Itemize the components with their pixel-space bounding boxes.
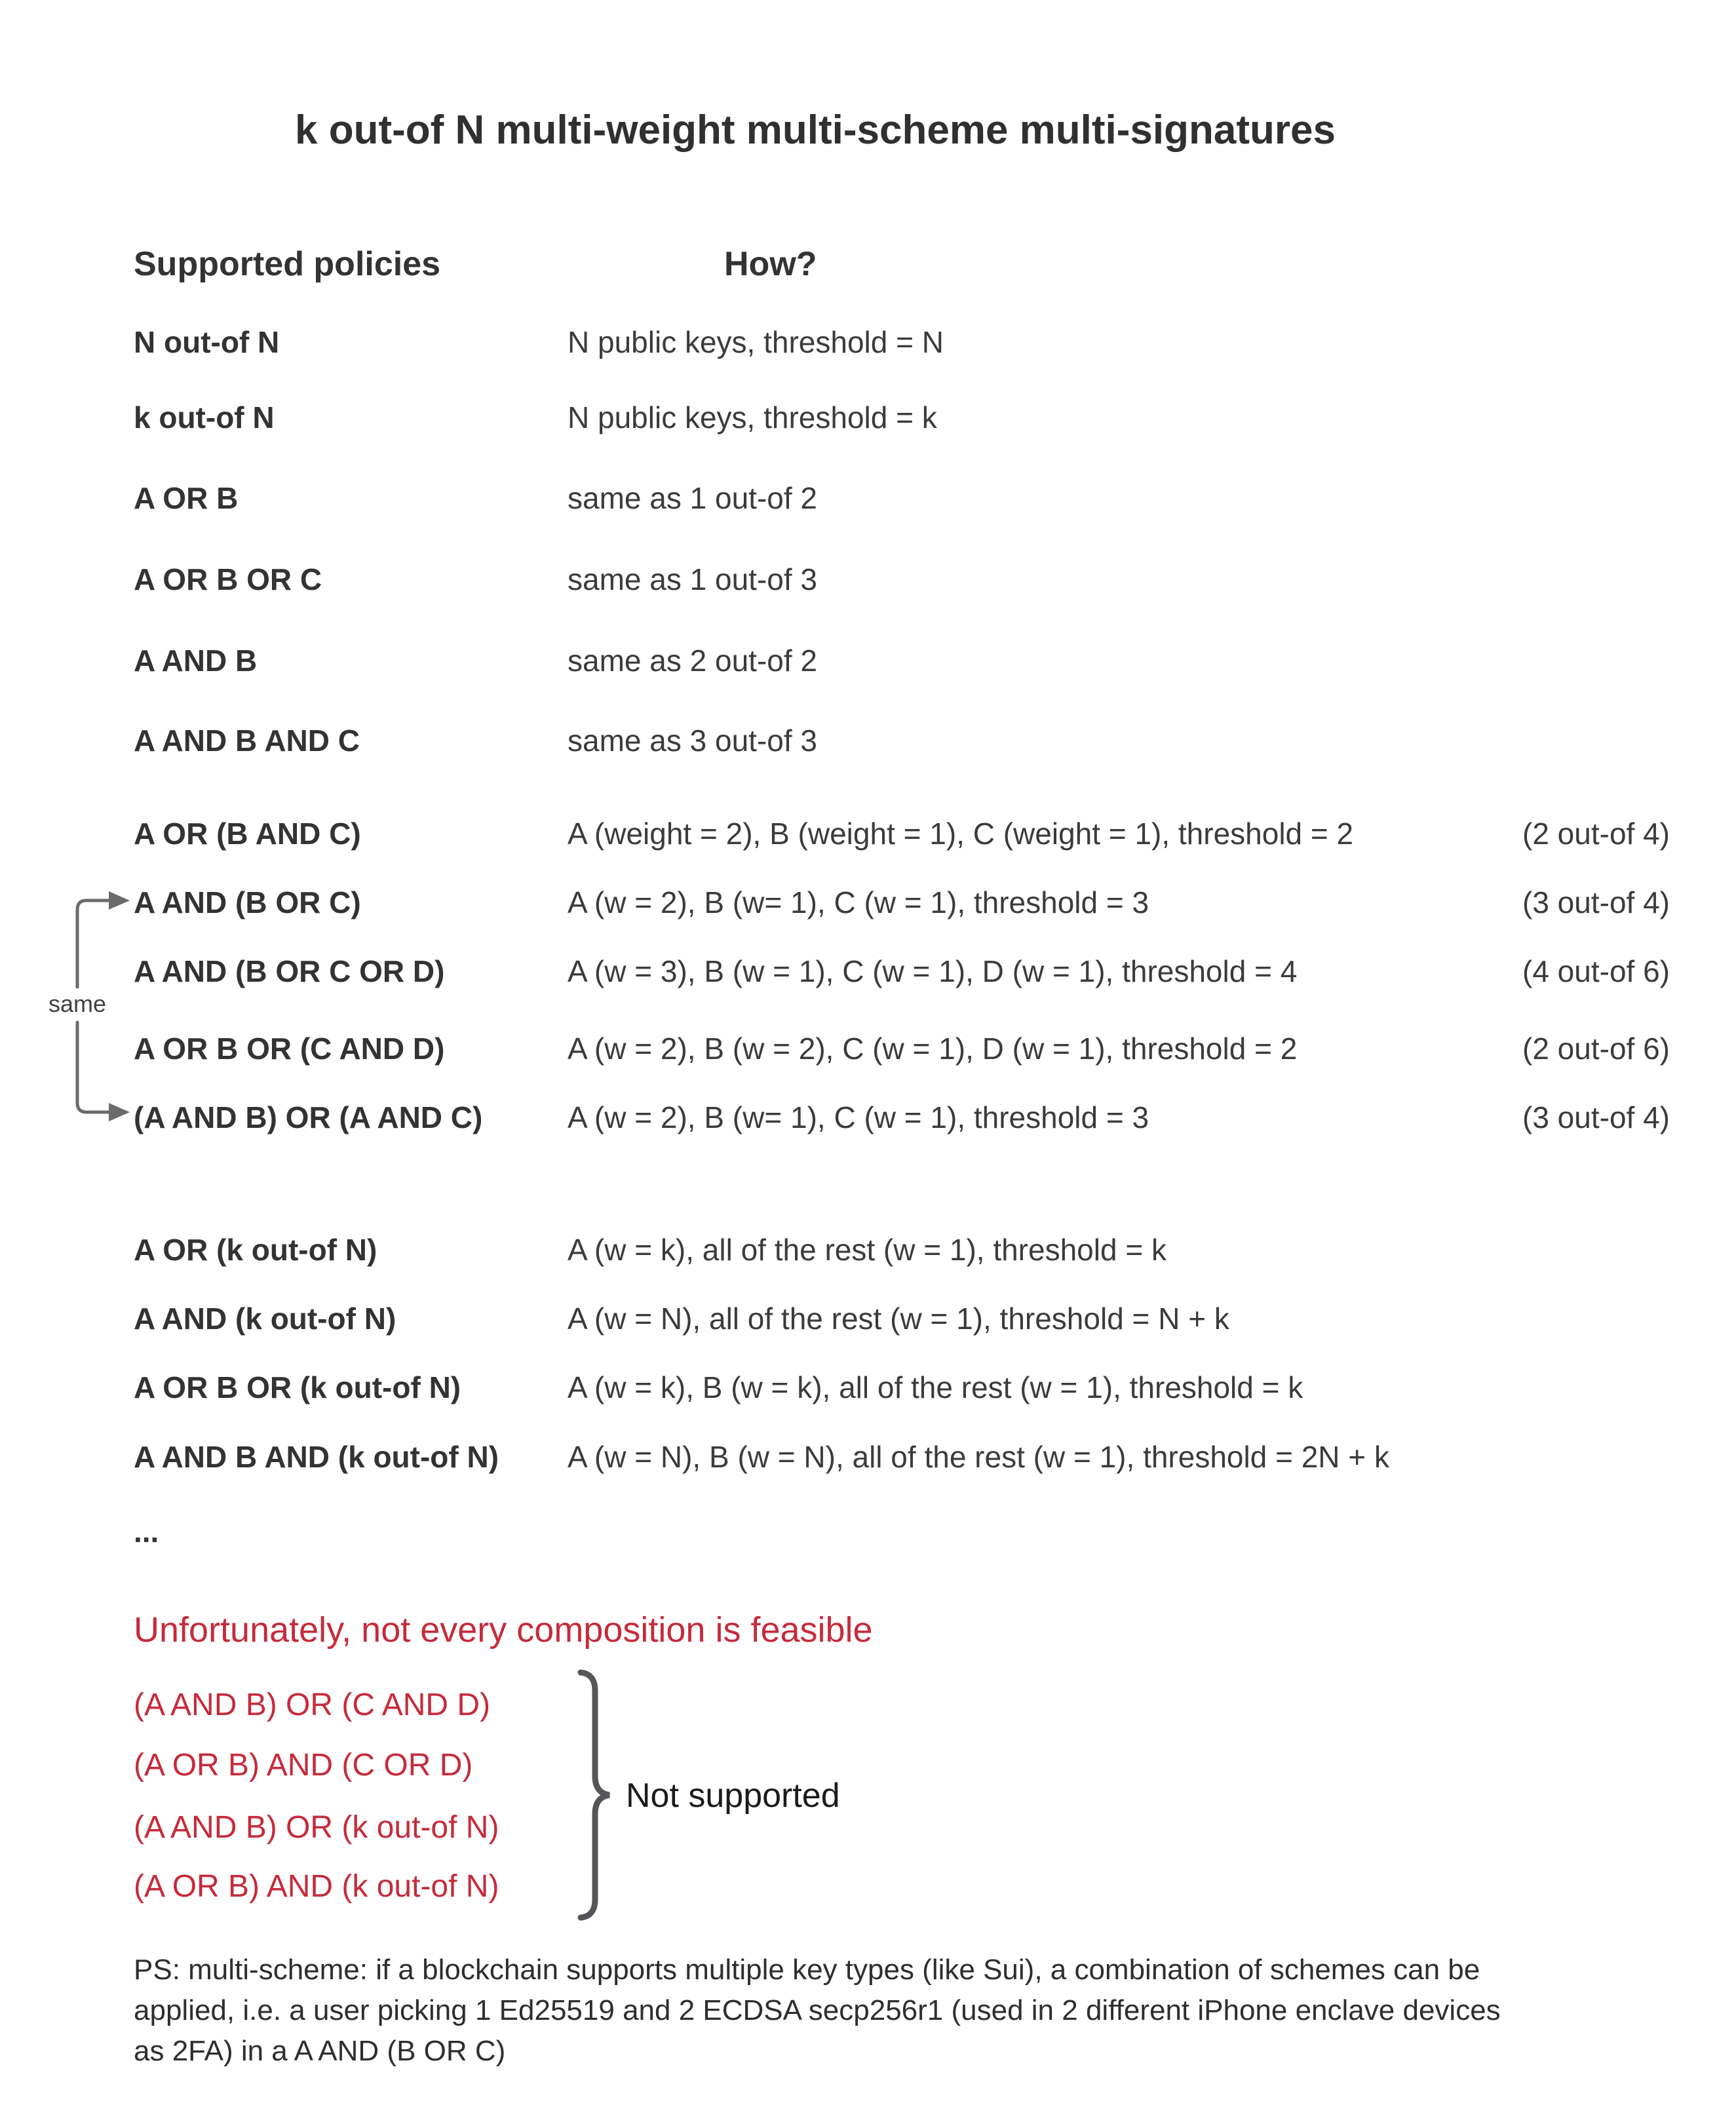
not-supported-label: Not supported: [626, 1777, 840, 1815]
policy-label: A AND B: [134, 644, 258, 678]
equivalence-note: (3 out-of 4): [1522, 885, 1670, 919]
equivalence-note: (4 out-of 6): [1522, 954, 1670, 988]
infeasible-item: (A OR B) AND (k out-of N): [134, 1869, 499, 1904]
how-text: A (w = N), all of the rest (w = 1), threshold = N + k: [568, 1302, 1229, 1336]
how-text: A (w = N), B (w = N), all of the rest (w = 1), threshold = 2N + k: [568, 1440, 1389, 1474]
table-ellipsis: ...: [134, 1515, 159, 1549]
policy-label: A AND (k out-of N): [134, 1302, 396, 1336]
equivalence-note: (2 out-of 4): [1522, 817, 1670, 851]
how-text: A (weight = 2), B (weight = 1), C (weight = 1), threshold = 2: [568, 817, 1354, 851]
table-row: [0, 881, 1736, 923]
how-text: A (w = 2), B (w= 1), C (w = 1), threshold = 3: [568, 885, 1149, 919]
policy-label: (A AND B) OR (A AND C): [134, 1100, 483, 1134]
how-text: A (w = k), all of the rest (w = 1), threshold = k: [568, 1233, 1167, 1267]
policy-label: A OR (B AND C): [134, 817, 361, 851]
table-row: [0, 321, 1736, 363]
how-text: A (w = k), B (w = k), all of the rest (w = 1), threshold = k: [568, 1370, 1303, 1404]
how-text: N public keys, threshold = N: [568, 325, 944, 359]
column-header-policies: Supported policies: [134, 245, 441, 283]
infeasible-item: (A AND B) OR (k out-of N): [134, 1810, 499, 1845]
how-text: same as 3 out-of 3: [568, 724, 817, 758]
infeasible-heading: Unfortunately, not every composition is feasible: [134, 1610, 873, 1650]
policy-label: A AND B AND C: [134, 724, 360, 758]
policy-label: A AND B AND (k out-of N): [134, 1440, 499, 1474]
policy-label: A AND (B OR C): [134, 885, 361, 919]
ps-note-line: PS: multi-scheme: if a blockchain supports multiple key types (like Sui), a combination of schemes can be: [134, 1954, 1480, 1986]
page-title: k out-of N multi-weight multi-scheme multi-signatures: [295, 107, 1336, 153]
table-row: [0, 950, 1736, 992]
infeasible-item: (A OR B) AND (C OR D): [134, 1748, 473, 1783]
ps-note-line: applied, i.e. a user picking 1 Ed25519 and 2 ECDSA secp256r1 (used in 2 different iPhone enclave devices: [134, 1994, 1501, 2026]
how-text: A (w = 2), B (w= 1), C (w = 1), threshold = 3: [568, 1100, 1149, 1134]
policy-label: A AND (B OR C OR D): [134, 954, 445, 988]
curly-brace-icon: [581, 1672, 609, 1918]
policy-label: A OR B OR (k out-of N): [134, 1370, 461, 1404]
equivalence-note: (2 out-of 6): [1522, 1032, 1670, 1066]
table-row: [0, 1366, 1736, 1408]
table-row: [0, 640, 1736, 682]
table-row: [0, 1229, 1736, 1271]
ps-note-line: as 2FA) in a A AND (B OR C): [134, 2035, 506, 2067]
how-text: N public keys, threshold = k: [568, 400, 937, 435]
table-row: [0, 720, 1736, 762]
how-text: same as 1 out-of 2: [568, 481, 817, 515]
equivalence-note: (3 out-of 4): [1522, 1100, 1670, 1134]
policy-label: A OR B: [134, 481, 239, 515]
policy-label: A OR (k out-of N): [134, 1233, 377, 1267]
table-row: [0, 1096, 1736, 1138]
table-row: [0, 1028, 1736, 1070]
how-text: same as 2 out-of 2: [568, 644, 817, 678]
column-header-how: How?: [724, 245, 817, 283]
how-text: A (w = 3), B (w = 1), C (w = 1), D (w = 1), threshold = 4: [568, 954, 1298, 988]
table-row: [0, 813, 1736, 855]
table-row: [0, 558, 1736, 600]
policy-label: N out-of N: [134, 325, 280, 359]
policy-label: A OR B OR (C AND D): [134, 1032, 445, 1066]
table-row: [0, 396, 1736, 438]
policy-label: A OR B OR C: [134, 562, 322, 596]
table-row: [0, 1298, 1736, 1340]
infeasible-item: (A AND B) OR (C AND D): [134, 1688, 491, 1722]
how-text: A (w = 2), B (w = 2), C (w = 1), D (w = 1), threshold = 2: [568, 1032, 1298, 1066]
how-text: same as 1 out-of 3: [568, 562, 817, 596]
ps-note: [134, 1950, 1501, 2072]
same-annotation-label: same: [48, 990, 107, 1017]
policy-label: k out-of N: [134, 400, 275, 435]
table-row: [0, 477, 1736, 519]
table-row: [0, 1436, 1736, 1478]
